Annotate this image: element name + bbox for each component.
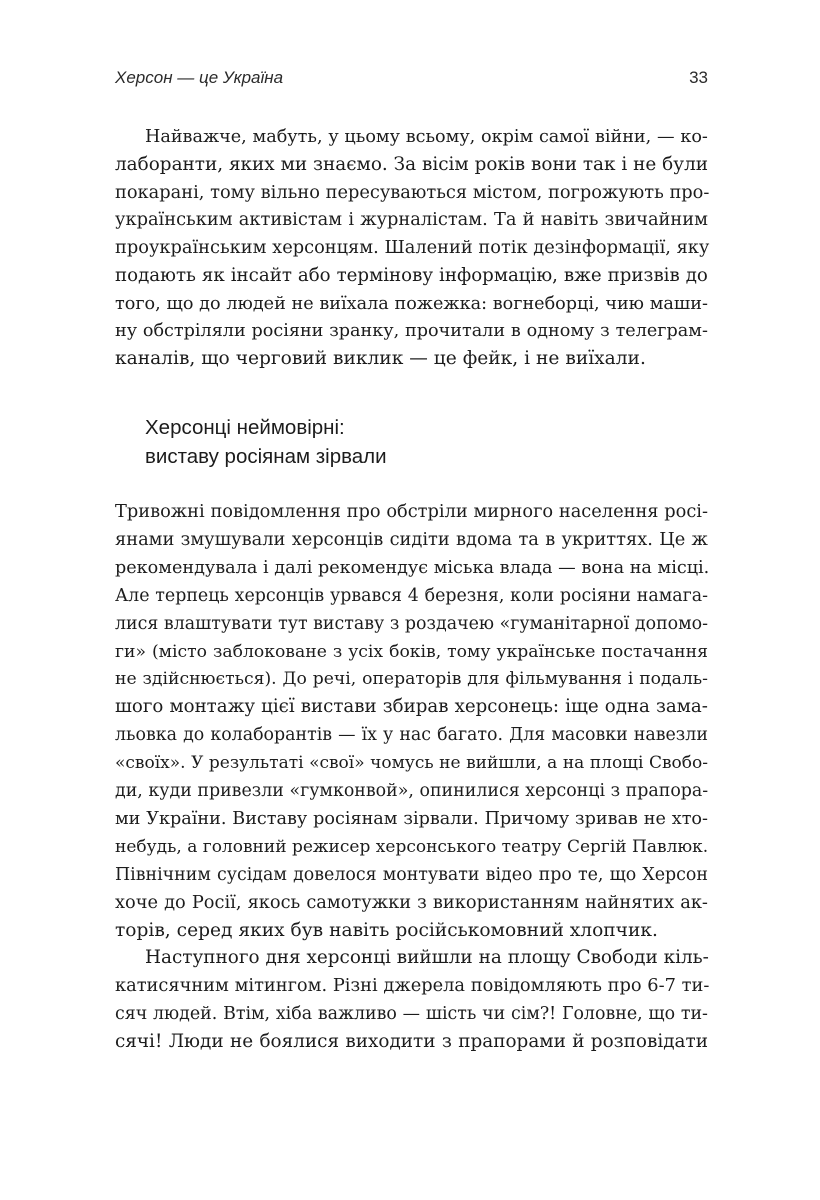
- text-line: подають як інсайт або термінову інформацію, вже призвів до: [115, 264, 708, 286]
- text-line: покарані, тому вільно пересуваються містом, погрожують про-: [115, 181, 710, 203]
- text-line: шого монтажу цієї вистави збирав херсонець: іще одна зама-: [115, 696, 708, 718]
- text-line: торів, серед яких був навіть російськомовний хлопчик.: [115, 919, 658, 941]
- text-line: ди, куди привезли «гумконвой», опинилися херсонці з прапора-: [115, 781, 709, 801]
- text-line: небудь, а головний режисер херсонського театру Сергій Павлюк.: [115, 836, 709, 857]
- text-line: Північним сусідам довелося монтувати відео про те, що Херсон: [115, 864, 708, 885]
- text-line: Але терпець херсонців урвався 4 березня, коли росіяни намага-: [115, 585, 708, 606]
- text-line: рекомендувала і далі рекомендує міська влада — вона на місці.: [115, 557, 710, 578]
- text-line: сячі! Люди не боялися виходити з прапорами й розповідати: [115, 1031, 708, 1053]
- text-line: проукраїнським херсонцям. Шалений потік дезінформації, яку: [115, 237, 710, 258]
- section-heading-line: Херсонці неймовірні:: [145, 416, 345, 439]
- text-line: льовка до колаборантів — їх у нас багато. Для масовки навезли: [115, 725, 708, 746]
- text-line: українським активістам і журналістам. Та й навіть звичайним: [115, 209, 708, 231]
- text-line: Найважче, мабуть, у цьому всьому, окрім самої війни, — ко-: [145, 127, 708, 147]
- text-line: того, що до людей не виїхала пожежка: вогнеборці, чию маши-: [115, 293, 708, 314]
- running-head: [115, 68, 708, 94]
- page-number: 33: [689, 68, 708, 87]
- text-line: янами змушували херсонців сидіти вдома та в укриттях. Це ж: [115, 528, 708, 550]
- text-line: ми України. Виставу росіянам зірвали. Причому зривав не хто-: [115, 808, 708, 829]
- text-line: Тривожні повідомлення про обстріли мирного населення росі-: [115, 501, 708, 522]
- text-line: Наступного дня херсонці вийшли на площу Свободи кіль-: [145, 947, 709, 969]
- text-line: каналів, що черговий виклик — це фейк, і не виїхали.: [115, 348, 646, 369]
- running-title: Херсон — це Україна: [115, 68, 284, 87]
- text-line: лися влаштувати тут виставу з роздачею «гуманітарної допомо-: [115, 613, 709, 634]
- text-line: сяч людей. Втім, хіба важливо — шість чи сім?! Головне, що ти-: [115, 1004, 708, 1025]
- section-heading-line: виставу росіянам зірвали: [145, 445, 387, 468]
- text-line: «своїх». У результаті «свої» чомусь не вийшли, а на площі Свобо-: [115, 753, 708, 774]
- text-line: хоче до Росії, якось самотужки з використанням найнятих ак-: [115, 891, 708, 913]
- text-line: катисячним мітингом. Різні джерела повідомляють про 6-7 ти-: [115, 975, 710, 997]
- text-line: ги» (місто заблоковане з усіх боків, тому українське постачання: [115, 641, 708, 662]
- text-line: ну обстріляли росіяни зранку, прочитали в одному з телеграм-: [115, 321, 708, 342]
- text-line: не здійснюється). До речі, операторів для фільмування і подаль-: [115, 669, 708, 690]
- text-line: лаборанти, яких ми знаємо. За вісім років вони так і не були: [115, 153, 709, 175]
